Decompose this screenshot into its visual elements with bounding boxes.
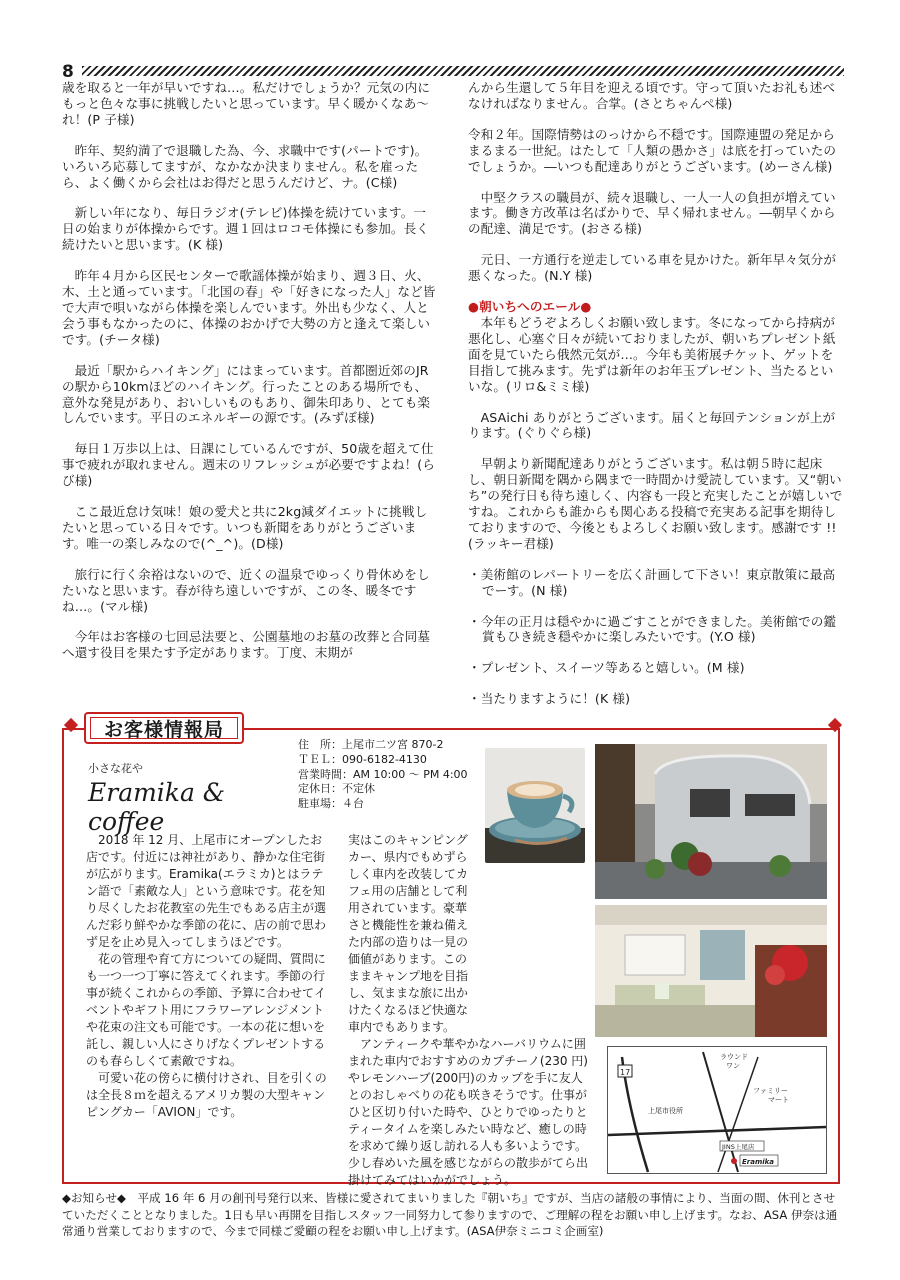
letter-item: 昨年、契約満了で退職した為、今、求職中です(パートです)。いろいろ応募してますが、なかなか決まりません。私を雇ったら、よく働くから会社はお得だと思うんだけど、ナ。(C様) (62, 142, 428, 190)
shop-hours: 営業時間：AM 10:00 〜 PM 4:00 (298, 767, 468, 781)
map-label: ワン (726, 1062, 740, 1070)
map-label: 上尾市役所 (648, 1107, 683, 1115)
shop-details (298, 738, 468, 812)
letter-item: んから生還して５年目を迎える頃です。守って頂いたお礼も述べなければなりません。合掌。(さとちゃんぺ様) (468, 80, 836, 111)
shop-paragraph: 2018 年 12 月、上尾市にオープンしたお店です。付近には神社があり、静かな住宅街が広がります。Eramika(エラミカ)とはラテン語で「素敵な人」という意味です。花を知り尽くしたお花教室の先生でもある店主が選んだ彩り鮮やかな季節の花に、店の前で思わず足を止め見入ってしまうほどです。 (86, 833, 327, 949)
shop-description-left (86, 832, 329, 1121)
map-label: JINS上尾店 (722, 1143, 755, 1151)
letter-item: ここ最近怠け気味！娘の愛犬と共に2kg減ダイエットに挑戦したいと思っている日々です。いつも新聞をありがとうございます。唯一の楽しみなので(^_^)。(D様) (62, 504, 428, 551)
bullet-item: ・プレゼント、スイーツ等あると嬉しい。(M 様) (468, 660, 745, 676)
bullet-item: ・美術館のレパートリーを広く計画して下さい！東京散策に最高でーす。(N 様) (468, 566, 836, 598)
map-shop-marker-label: Eramika (742, 1158, 775, 1166)
page-number: 8 (62, 62, 74, 82)
shop-tel: ＴＥＬ：090-6182-4130 (298, 752, 427, 766)
yell-item: 早朝より新聞配達ありがとうございます。私は朝５時に起床し、朝日新聞を隅から隅まで一時間かけ愛読しています。又“朝いち”の発行日も待ち遠しく、内容も一段と充実したことが嬉しいですね。これからも誰からも関心ある投稿で充実ある記事を期待しておりますので、今後ともよろしくお願い致します。感謝です !!(ラッキー君様) (468, 456, 843, 551)
yell-item: ASAichi ありがとうございます。届くと毎回テンションが上がります。(ぐりぐら様) (468, 409, 836, 441)
map-label: ラウンド (720, 1053, 748, 1061)
map-label: ファミリー (753, 1087, 788, 1095)
shop-holiday: 定休日：不定休 (298, 782, 375, 796)
shop-subtitle: 小さな花や (88, 762, 143, 775)
shop-paragraph: 実はこのキャンピングカー、県内でもめずらしく車内を改装してカフェ用の店舗として利用されています。豪華さと機能性を兼ね備えた内部の造りは一見の価値があります。このままキャンプ地を目指し、気ままな旅に出かけたくなるほど快適な車内でもあります。 (348, 833, 469, 1034)
customer-info-tab (84, 712, 244, 744)
letter-item: 毎日１万歩以上は、日課にしているんですが、50歳を超えて仕事で疲れが取れません。週末のリフレッシュが必要ですよね！(らび様) (62, 441, 436, 489)
right-letters-column (468, 80, 844, 722)
shop-title-block (88, 760, 293, 836)
customer-info-title: お客様情報局 (90, 717, 238, 739)
shop-paragraph: 可愛い花の傍らに横付けされ、目を引くのは全長８ｍを超えるアメリカ製の大型キャンピングカー「AVION」です。 (86, 1071, 327, 1119)
camper-exterior-photo (595, 744, 827, 899)
letter-item: 中堅クラスの職員が、続々退職し、一人一人の負担が増えています。働き方改革は名ばかりで、早く帰れません。―朝早くからの配達、満足です。(おさる様) (468, 189, 836, 237)
letter-item: 歳を取ると一年が早いですね…。私だけでしょうか？元気の内にもっと色々な事に挑戦したいと思っています。早く暖かくなあ〜れ！(P 子様) (62, 80, 431, 127)
shop-description-right (348, 832, 588, 1189)
camper-interior-photo (595, 905, 827, 1037)
letter-item: 元日、一方通行を逆走している車を見かけた。新年早々気分が悪くなった。(N.Y 様) (468, 252, 837, 284)
letter-item: 旅行に行く余裕はないので、近くの温泉でゆっくり骨休めをしたいなと思います。春が待ち遠しいですが、この冬、暖冬ですね…。(マル様) (62, 566, 430, 614)
letter-item: 令和２年。国際情勢はのっけから不穏です。国際連盟の発足からまるまる一世紀。はたして「人類の愚かさ」は底を打っていたのでしょうか。―いつも配達ありがとうございます。(めーさん様) (468, 126, 837, 174)
shop-address: 住 所：上尾市二ツ宮 870-2 (298, 738, 444, 751)
left-letters-column (62, 80, 436, 661)
map-label: マート (768, 1096, 789, 1104)
yell-heading: ●朝いちへのエール● (468, 299, 592, 315)
shop-paragraph: アンティークや華やかなハーバリウムに囲まれた車内でおすすめのカプチーノ(230 円)やレモンハーブ(200円)のカップを手に友人とのおしゃべりの花も咲きそうです。仕事がひと区切り付いた時や、ひとりでゆったりとティータイムを楽しみたい時など、癒しの時を求めて繰り返し訪れる人も多いようです。少し春めいた風を感じながらの散歩がてら出掛けてみてはいかがでしょう。 (348, 1037, 589, 1187)
header-hatch-rule (82, 66, 844, 76)
shop-parking: 駐車場：４台 (298, 797, 364, 811)
yell-item: 本年もどうぞよろしくお願い致します。冬になってから持病が悪化し、心塞ぐ日々が続いておりましたが、朝いちプレゼント紙面を見ていたら俄然元気が…。今年も美術展チケット、ゲットを目指して挑みます。先ずは新年のお年玉プレゼント、当たるといいな。(リロ&ミミ様) (468, 314, 836, 394)
map-route-number: 17 (620, 1068, 631, 1077)
shop-paragraph: 花の管理や育て方についての疑問、質問にも一つ一つ丁寧に答えてくれます。季節の行事が続くこれからの季節、予算に合わせてイベントやギフト用にフラワーアレンジメントや花束の注文も可能です。一本の花に想いを託し、親しい人にさりげなくプレゼントするのも春らしくて素敵ですね。 (86, 952, 327, 1068)
bullet-item: ・当たりますように！(K 様) (468, 691, 631, 707)
bullet-item: ・今年の正月は穏やかに過ごすことができました。美術館での鑑賞もひき続き穏やかに楽しみたいです。(Y.O 様) (468, 613, 837, 645)
letter-item: 今年はお客様の七回忌法要と、公園墓地のお墓の改葬と合同墓へ還す役目を果たす予定があります。丁度、末期が (62, 629, 431, 661)
letter-item: 昨年４月から区民センターで歌謡体操が始まり、週３日、火、木、土と通っています。「北国の春」や「好きになった人」など皆で大声で唄いながら体操を楽しんでいます。外出も少なく、人と会う事もなかったのに、体操のおかげで大勢の方と逢えて楽しいです。(チータ様) (62, 268, 436, 347)
letter-item: 最近「駅からハイキング」にはまっています。首都圏近郊のJRの駅から10kmほどのハイキング。行ったことのある場所でも、意外な発見があり、おいしいものもあり、御朱印あり、とても楽しんでいます。平日のエネルギーの源です。(みずぼ様) (62, 362, 431, 426)
shop-name: Eramika & coffee (88, 778, 226, 836)
letter-item: 新しい年になり、毎日ラジオ(テレビ)体操を続けています。一日の始まりが体操からです。週１回はロコモ体操にも参加。長く続けたいと思います。(K 様) (62, 205, 429, 253)
access-map (607, 1046, 827, 1174)
closure-notice: ◆お知らせ◆ 平成 16 年 6 月の創刊号発行以来、皆様に愛されてまいりました『朝いち』ですが、当店の諸般の事情により、当面の間、休刊とさせていただくこととなりました。1日も早い再開を目指しスタッフ一同努力して参りますので、ご理解の程をお願い申し上げます。なお、ASA 伊奈は通常通り営業しておりますので、今まで同様ご愛顧の程をお願い申し上げます。(ASA伊奈ミニコミ企画室) (62, 1191, 838, 1238)
